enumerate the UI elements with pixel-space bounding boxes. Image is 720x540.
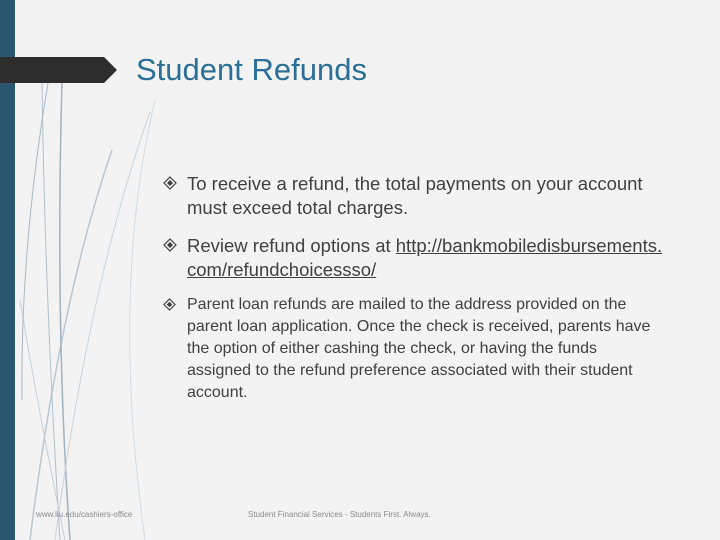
bullet-text: Parent loan refunds are mailed to the address provided on the parent loan application. Once the check is received, parents have the option of either cashing the check, or having the funds assigned to the refund preference associated with their student account. — [187, 296, 651, 401]
diamond-bullet-icon — [163, 238, 177, 252]
bullet-text: To receive a refund, the total payments on your account must exceed total charges. — [187, 173, 643, 218]
bullet-list — [163, 172, 663, 404]
left-accent-bar — [0, 0, 15, 540]
slide-title: Student Refunds — [136, 52, 367, 87]
diamond-bullet-icon — [163, 298, 176, 311]
footer-url: www.liu.edu/cashiers-office — [36, 510, 133, 519]
bullet-item — [163, 294, 663, 404]
footer-tagline: Student Financial Services - Students First. Always. — [248, 510, 431, 519]
refund-options-link[interactable]: http://bankmobiledisbursements.com/refundchoicessso/ — [187, 235, 663, 280]
diamond-bullet-icon — [163, 176, 177, 190]
bullet-item — [163, 234, 663, 282]
bullet-text: Review refund options at — [187, 235, 391, 256]
bullet-item — [163, 172, 663, 220]
